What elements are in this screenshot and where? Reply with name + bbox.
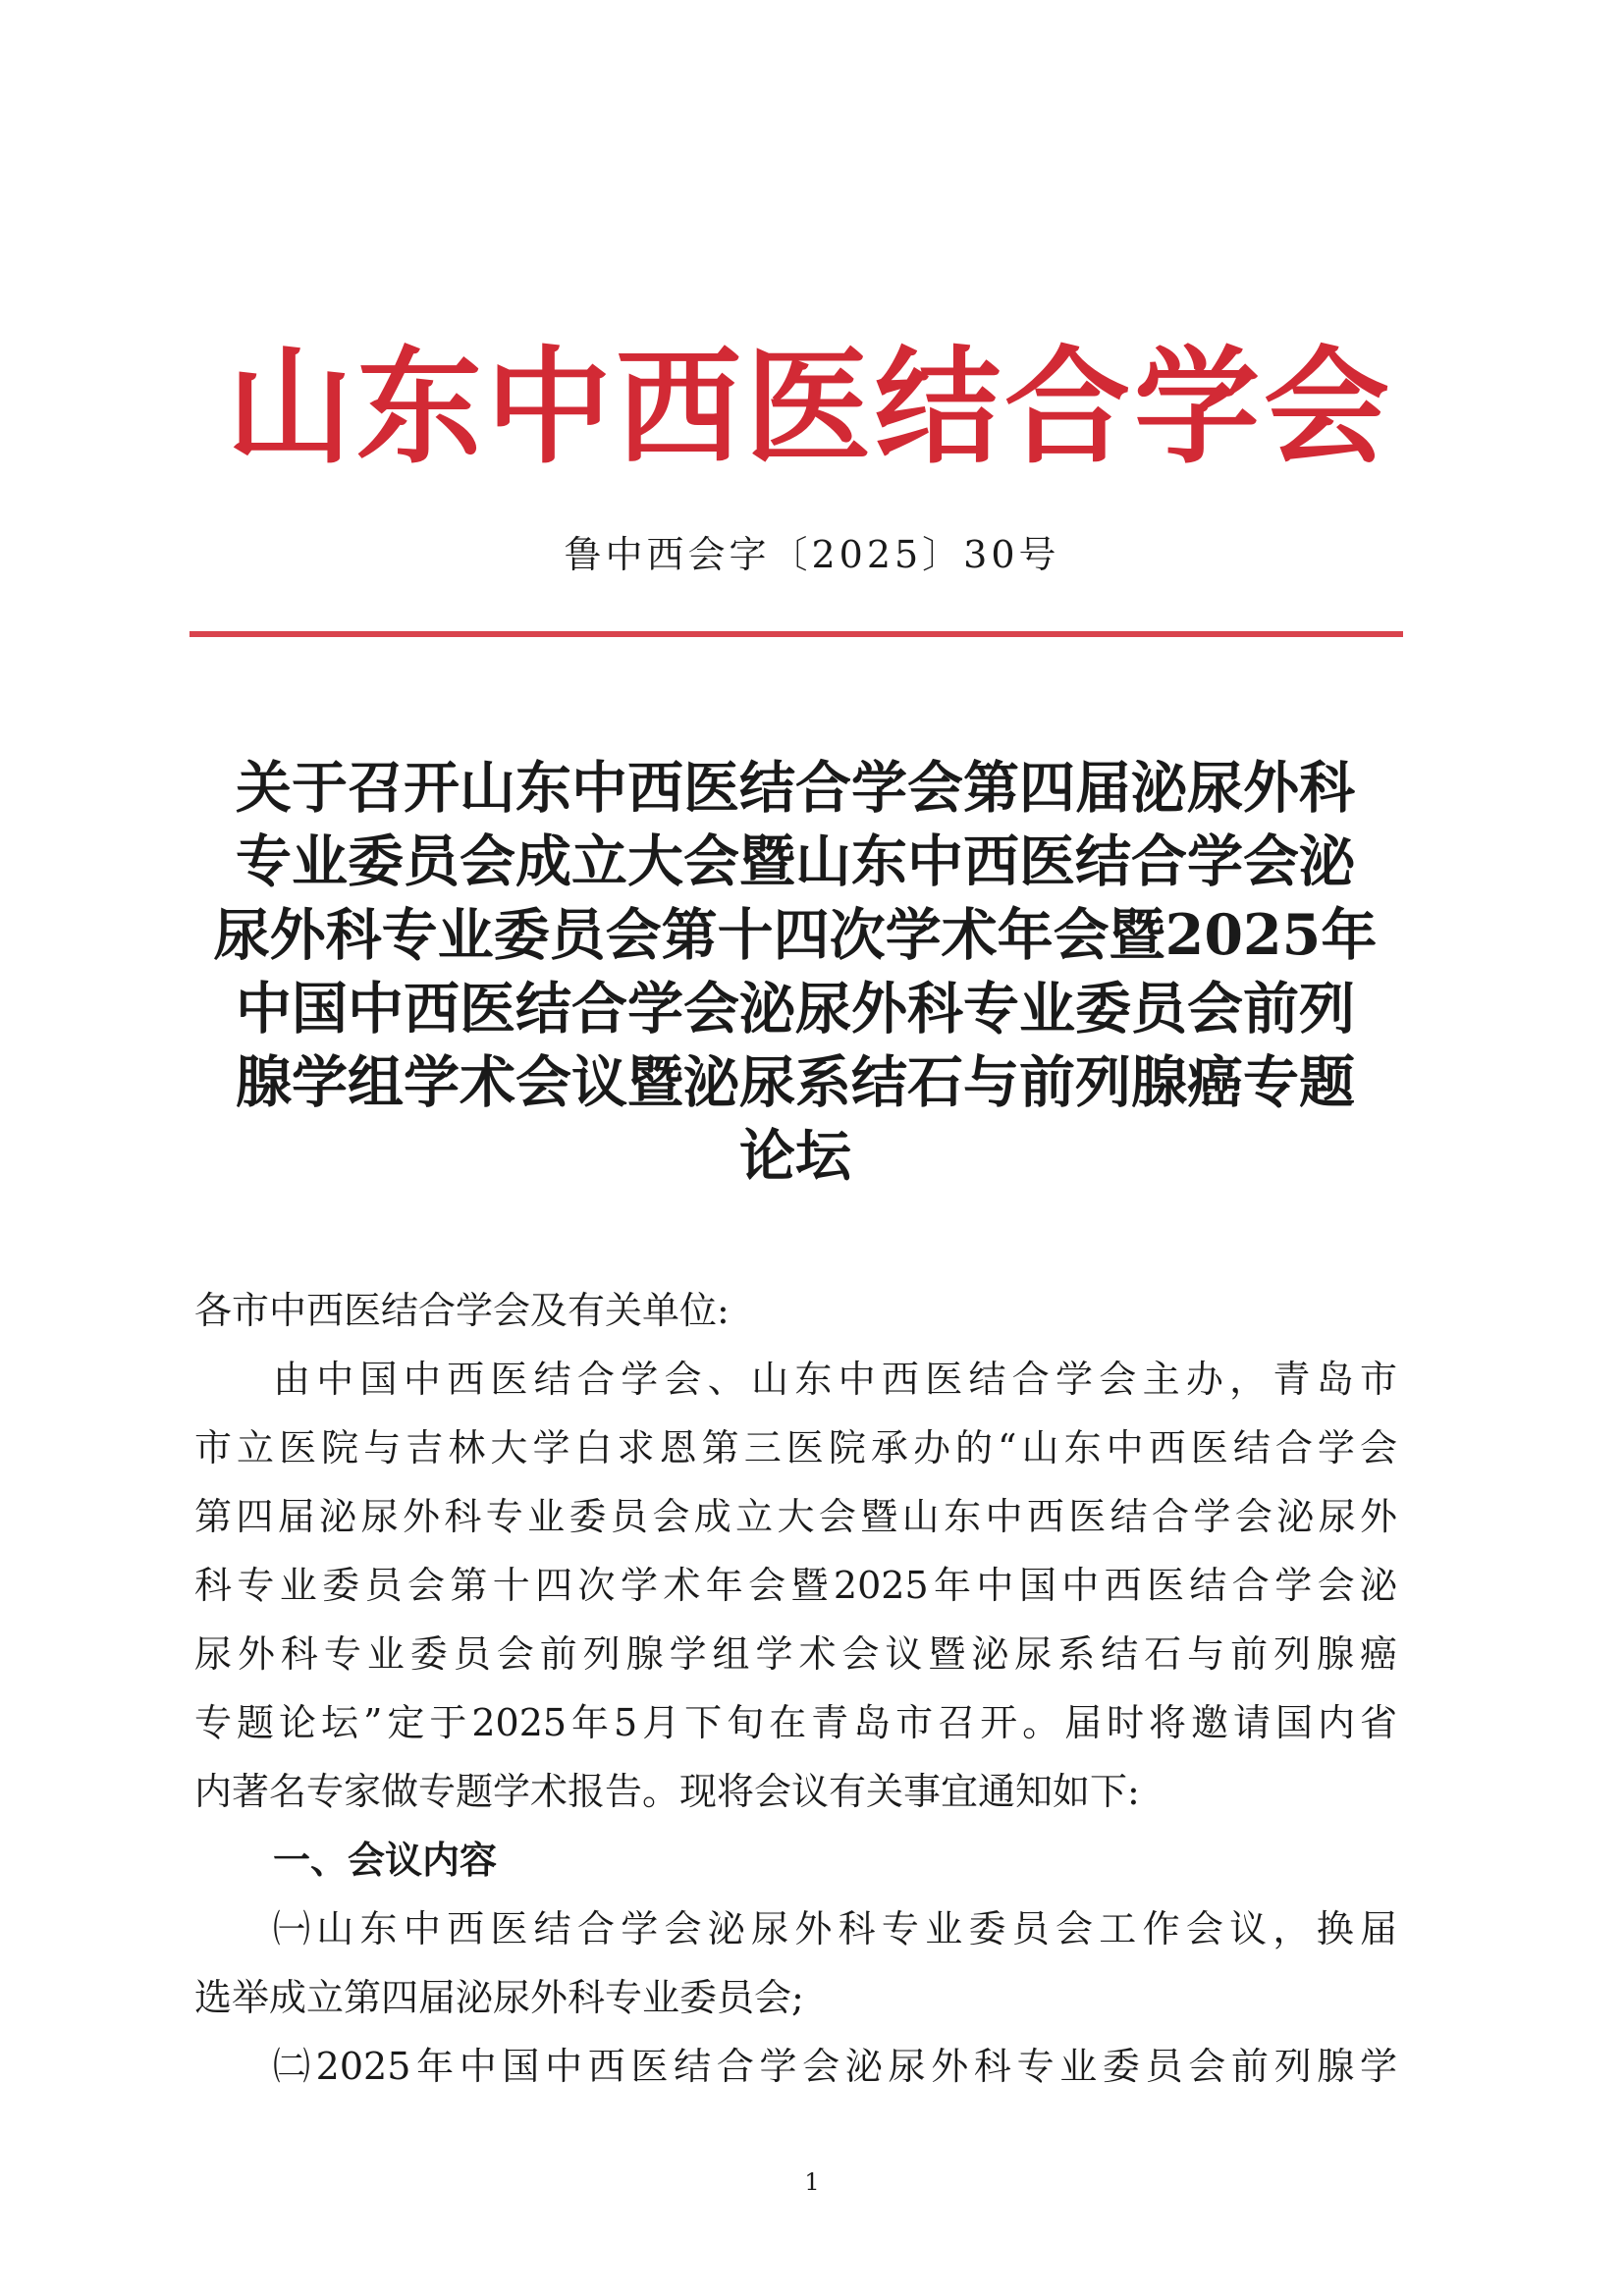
title-line: 专业委员会成立大会暨山东中西医结合学会泌: [236, 828, 1355, 894]
title-line: 关于召开山东中西医结合学会第四届泌尿外科: [236, 755, 1355, 821]
organization-header: 山东中西医结合学会: [226, 334, 1393, 481]
intro-paragraph-line: 科专业委员会第十四次学术年会暨2025年中国中西医结合学会泌: [194, 1564, 1397, 1607]
page-number: 1: [804, 2168, 820, 2196]
intro-paragraph-line: 专题论坛”定于2025年5月下旬在青岛市召开。届时将邀请国内省: [194, 1701, 1397, 1744]
intro-paragraph-line: 第四届泌尿外科专业委员会成立大会暨山东中西医结合学会泌尿外: [194, 1495, 1397, 1538]
intro-paragraph-line: 市立医院与吉林大学白求恩第三医院承办的“山东中西医结合学会: [194, 1426, 1397, 1469]
document-body: [194, 1276, 1397, 2101]
intro-paragraph-line: 由中国中西医结合学会、山东中西医结合学会主办，青岛市: [273, 1358, 1397, 1401]
agenda-item-line: ㈠山东中西医结合学会泌尿外科专业委员会工作会议，换届: [273, 1907, 1397, 1950]
section-heading: 一、会议内容: [273, 1839, 498, 1882]
red-divider-rule: [189, 631, 1403, 637]
document-number: 鲁中西会字〔2025〕30号: [564, 533, 1060, 576]
intro-paragraph-line: 内著名专家做专题学术报告。现将会议有关事宜通知如下:: [194, 1770, 1140, 1813]
title-line: 尿外科专业委员会第十四次学术年会暨2025年: [213, 902, 1378, 968]
agenda-item-line: ㈡2025年中国中西医结合学会泌尿外科专业委员会前列腺学: [273, 2045, 1397, 2088]
intro-paragraph-line: 尿外科专业委员会前列腺学组学术会议暨泌尿系结石与前列腺癌: [194, 1632, 1397, 1676]
agenda-item-line: 选举成立第四届泌尿外科专业委员会;: [194, 1976, 804, 2019]
salutation: 各市中西医结合学会及有关单位:: [194, 1289, 730, 1332]
document-title: [187, 751, 1404, 1193]
title-line: 中国中西医结合学会泌尿外科专业委员会前列: [236, 976, 1355, 1041]
title-line: 腺学组学术会议暨泌尿系结石与前列腺癌专题: [236, 1049, 1355, 1115]
title-line: 论坛: [739, 1123, 851, 1189]
